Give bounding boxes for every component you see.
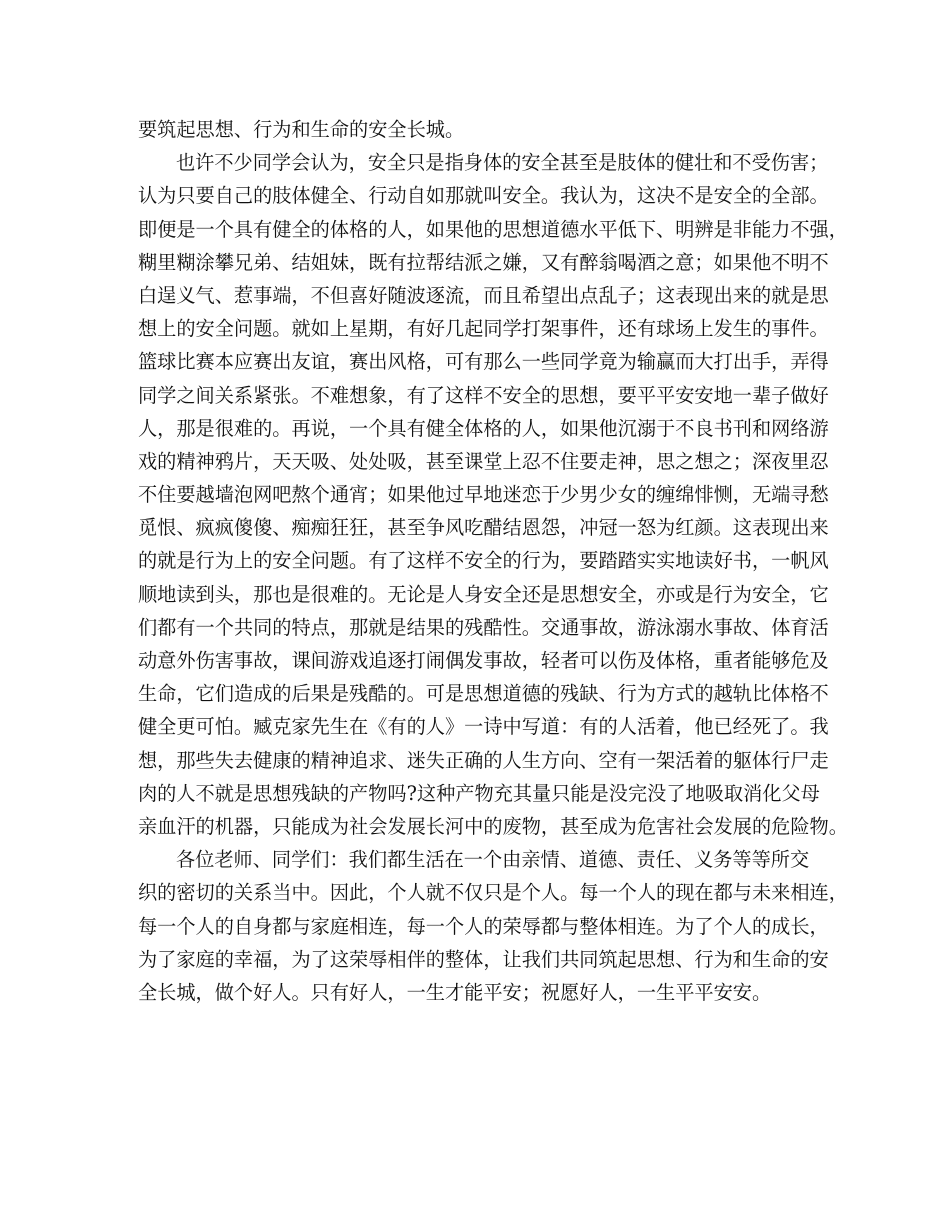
text-line: 糊里糊涂攀兄弟、结姐妹，既有拉帮结派之嫌，又有醉翁喝酒之意；如果他不明不 — [138, 250, 829, 274]
text-line: 认为只要自己的肢体健全、行动自如那就叫安全。我认为，这决不是安全的全部。 — [138, 184, 829, 208]
text-line: 戏的精神鸦片，天天吸、处处吸，甚至课堂上忍不住要走神，思之想之；深夜里忍 — [138, 449, 829, 473]
text-line: 健全更可怕。臧克家先生在《有的人》一诗中写道：有的人活着，他已经死了。我 — [138, 715, 829, 739]
text-line: 即便是一个具有健全的体格的人，如果他的思想道德水平低下、明辨是非能力不强， — [138, 217, 848, 241]
text-line: 要筑起思想、行为和生命的安全长城。 — [138, 118, 465, 141]
text-line: 想上的安全问题。就如上星期，有好几起同学打架事件，还有球场上发生的事件。 — [138, 317, 829, 341]
text-line: 觅恨、疯疯傻傻、痴痴狂狂，甚至争风吃醋结恩怨，冲冠一怒为红颜。这表现出来 — [138, 516, 829, 540]
text-line: 织的密切的关系当中。因此，个人就不仅只是个人。每一个人的现在都与未来相连， — [138, 881, 848, 905]
text-line: 想，那些失去健康的精神追求、迷失正确的人生方向、空有一架活着的躯体行尸走 — [138, 748, 829, 772]
text-line: 全长城，做个好人。只有好人，一生才能平安；祝愿好人，一生平平安安。 — [138, 980, 772, 1004]
text-line: 为了家庭的幸福，为了这荣辱相伴的整体，让我们共同筑起思想、行为和生命的安 — [138, 947, 829, 971]
text-line: 同学之间关系紧张。不难想象，有了这样不安全的思想，要平平安安地一辈子做好 — [138, 383, 829, 407]
text-line: 人，那是很难的。再说，一个具有健全体格的人，如果他沉溺于不良书刊和网络游 — [138, 416, 829, 440]
text-line: 生命，它们造成的后果是残酷的。可是思想道德的残缺、行为方式的越轨比体格不 — [138, 682, 829, 706]
text-line: 的就是行为上的安全问题。有了这样不安全的行为，要踏踏实实地读好书，一帆风 — [138, 549, 829, 573]
text-line: 亲血汗的机器，只能成为社会发展长河中的废物，甚至成为危害社会发展的危险物。 — [138, 814, 848, 838]
text-line: 顺地读到头，那也是很难的。无论是人身安全还是思想安全，亦或是行为安全，它 — [138, 582, 829, 606]
paragraph-first-line: 各位老师、同学们：我们都生活在一个由亲情、道德、责任、义务等等所交 — [176, 848, 810, 872]
document-body — [138, 113, 848, 1009]
text-line: 们都有一个共同的特点，那就是结果的残酷性。交通事故，游泳溺水事故、体育活 — [138, 615, 829, 639]
text-line: 每一个人的自身都与家庭相连，每一个人的荣辱都与整体相连。为了个人的成长， — [138, 914, 829, 938]
text-line: 肉的人不就是思想残缺的产物吗?这种产物充其量只能是没完没了地吸取消化父母 — [138, 781, 820, 805]
text-line: 白逞义气、惹事端，不但喜好随波逐流，而且希望出点乱子；这表现出来的就是思 — [138, 283, 829, 307]
text-line: 动意外伤害事故，课间游戏追逐打闹偶发事故，轻者可以伤及体格，重者能够危及 — [138, 649, 829, 672]
paragraph-first-line: 也许不少同学会认为，安全只是指身体的安全甚至是肢体的健壮和不受伤害； — [176, 151, 829, 175]
text-line: 篮球比赛本应赛出友谊，赛出风格，可有那么一些同学竟为输赢而大打出手，弄得 — [138, 350, 829, 374]
text-line: 不住要越墙泡网吧熬个通宵；如果他过早地迷恋于少男少女的缠绵悱恻，无端寻愁 — [138, 483, 829, 507]
